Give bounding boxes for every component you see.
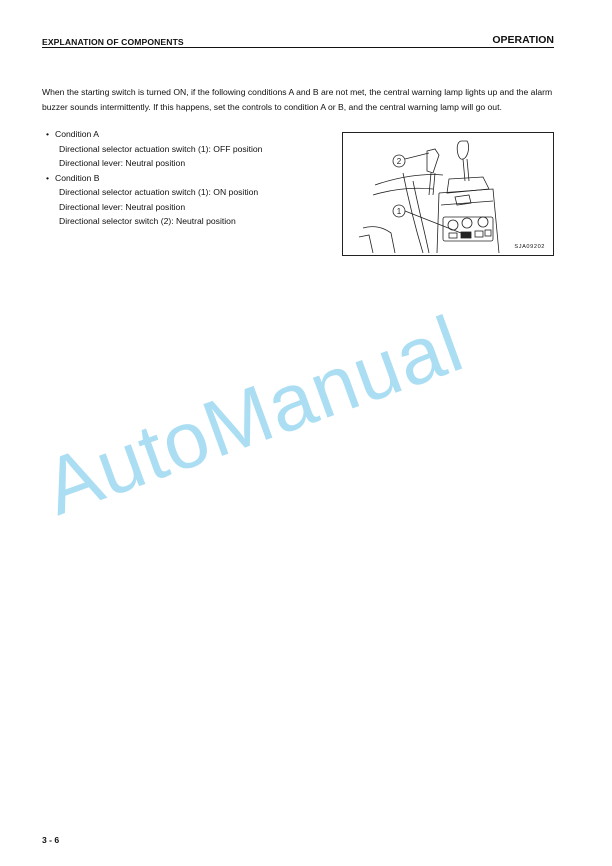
bullet: •	[46, 129, 50, 139]
chapter-title: OPERATION	[492, 34, 554, 46]
condition-line: Directional selector actuation switch (1): ON position	[59, 187, 259, 197]
figure-code: SJA09202	[514, 244, 545, 250]
condition-line: Directional selector switch (2): Neutral position	[59, 216, 236, 226]
callout-1-label: 1	[396, 207, 402, 216]
callout-2-label: 2	[396, 157, 402, 166]
condition-line: Directional lever: Neutral position	[59, 201, 186, 212]
conditions-list	[46, 127, 336, 229]
condition-line: Directional lever: Neutral position	[59, 158, 186, 168]
condition-line: Directional selector actuation switch (1): OFF position	[59, 143, 263, 154]
section-title: EXPLANATION OF COMPONENTS	[42, 37, 184, 47]
header-divider	[42, 47, 554, 48]
control-panel-illustration	[343, 133, 553, 255]
intro-paragraph: When the starting switch is turned ON, if the following conditions A and B are not met, the central warning lamp lights up and the alarm buzzer sounds intermittently. If this happens, set the controls to condition A or B, and the central warning lamp will go out.	[42, 87, 553, 112]
watermark: AutoManual	[32, 298, 474, 532]
control-panel-figure	[342, 132, 554, 256]
condition-a-title: Condition A	[55, 129, 99, 139]
condition-a	[46, 127, 336, 171]
condition-b-title: Condition B	[55, 172, 100, 183]
bullet: •	[46, 172, 50, 183]
condition-b	[46, 171, 336, 229]
page-number: 3 - 6	[42, 835, 60, 845]
